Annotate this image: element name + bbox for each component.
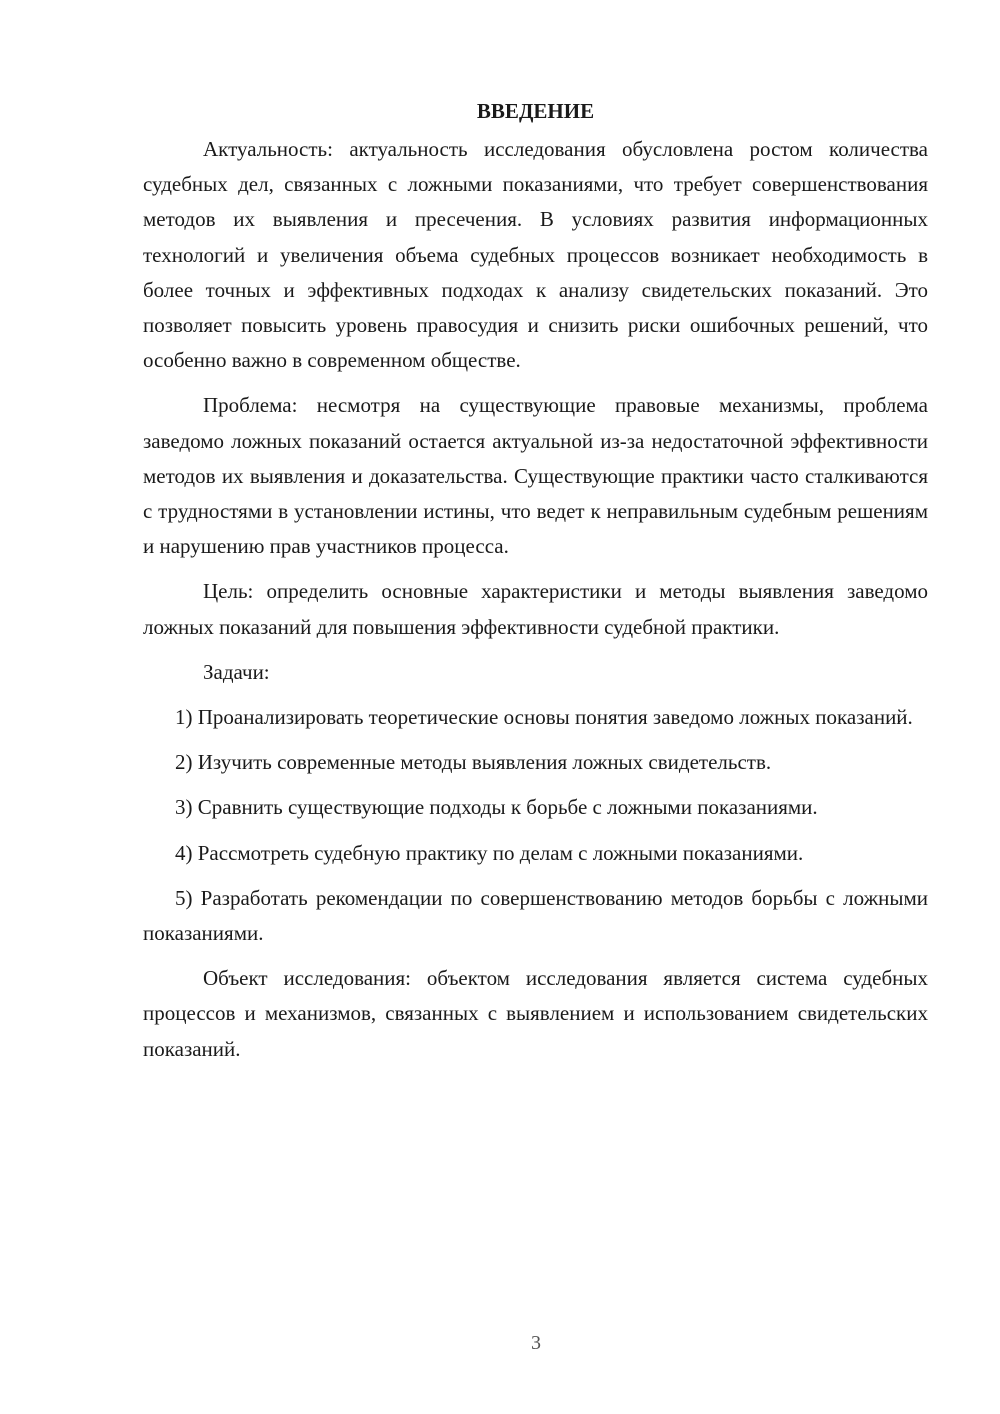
- task-item-5: 5) Разработать рекомендации по совершенствованию методов борьбы с ложными показаниями.: [143, 885, 928, 946]
- task-item-1: 1) Проанализировать теоретические основы понятия заведомо ложных показаний.: [175, 705, 913, 730]
- paragraph-relevance: Актуальность: актуальность исследования обусловлена ростом количества судебных дел, связанных с ложными показаниями, что требует совершенствования методов их выявления и пресечения. В условиях развития информационных технологий и увеличения объема судебных процессов возникает необходимость в более точных и эффективных подходах к анализу свидетельских показаний. Это позволяет повысить уровень правосудия и снизить риски ошибочных решений, что особенно важно в современном обществе.: [143, 137, 928, 373]
- task-item-2: 2) Изучить современные методы выявления ложных свидетельств.: [175, 750, 772, 775]
- task-item-4: 4) Рассмотреть судебную практику по делам с ложными показаниями.: [175, 840, 804, 865]
- task-item-3: 3) Сравнить существующие подходы к борьбе с ложными показаниями.: [175, 795, 818, 820]
- tasks-heading: Задачи:: [203, 659, 270, 684]
- page-content: [143, 96, 928, 1067]
- paragraph-problem: Проблема: несмотря на существующие правовые механизмы, проблема заведомо ложных показаний остается актуальной из-за недостаточной эффективности методов их выявления и доказательства. Существующие практики часто сталкиваются с трудностями в установлении истины, что ведет к неправильным судебным решениям и нарушению прав участников процесса.: [143, 393, 928, 559]
- section-title: ВВЕДЕНИЕ: [476, 99, 595, 123]
- page-number: 3: [531, 1332, 541, 1354]
- paragraph-goal: Цель: определить основные характеристики и методы выявления заведомо ложных показаний для повышения эффективности судебной практики.: [143, 579, 928, 639]
- paragraph-object: Объект исследования: объектом исследования является система судебных процессов и механизмов, связанных с выявлением и использованием свидетельских показаний.: [143, 966, 928, 1061]
